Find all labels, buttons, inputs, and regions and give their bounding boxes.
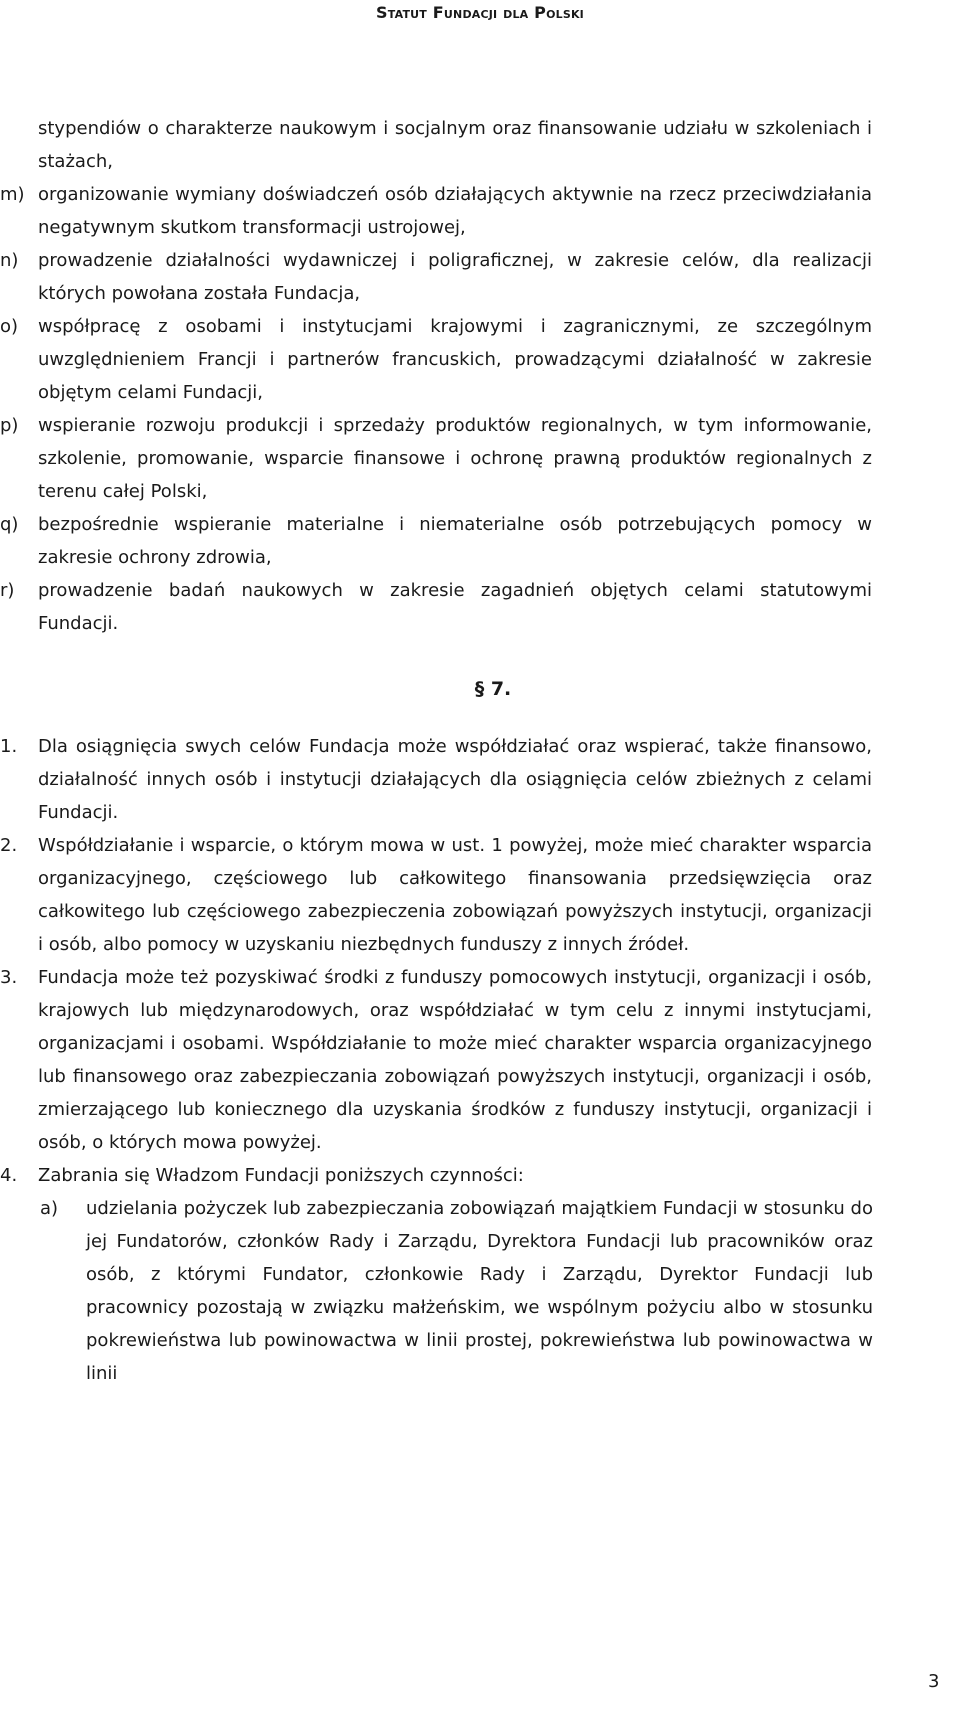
list-marker: a) <box>40 1198 59 1219</box>
list-item-text: udzielania pożyczek lub zabezpieczania zobowiązań majątkiem Fundacji w stosunku do jej Fundatorów, członków Rady i Zarządu, Dyrektora Fundacji lub pracowników oraz osób, z którymi Fundator, członkowie Rady i Zarządu, Dyrektor Fundacji lub pracownicy pozostają w związku małżeńskim, we wspólnym pożyciu albo w stosunku pokrewieństwa lub powinowactwa w linii prostej, pokrewieństwa lub powinowactwa w linii <box>86 1198 873 1384</box>
list-item-m <box>0 178 872 244</box>
section-symbol: § <box>474 678 485 700</box>
page-header-title: Statut Fundacji dla Polski <box>376 3 584 22</box>
list-marker: 3. <box>0 967 18 988</box>
list-item-text: organizowanie wymiany doświadczeń osób działających aktywnie na rzecz przeciwdziałania negatywnym skutkom transformacji ustrojowej, <box>38 184 872 238</box>
list-item-text: Dla osiągnięcia swych celów Fundacja może współdziałać oraz wspierać, także finansowo, działalność innych osób i instytucji działających dla osiągnięcia celów zbieżnych z celami Fundacji. <box>38 736 872 823</box>
list-marker: 4. <box>0 1165 18 1186</box>
list-item-text: wspieranie rozwoju produkcji i sprzedaży produktów regionalnych, w tym informowanie, szkolenie, promowanie, wsparcie finansowe i ochronę prawną produktów regionalnych z terenu całej Polski, <box>38 415 872 502</box>
numbered-item-3 <box>0 961 872 1159</box>
document-body <box>0 112 960 1390</box>
page-number: 3 <box>928 1671 940 1692</box>
section-heading <box>0 673 960 706</box>
list-marker: o) <box>0 316 19 337</box>
list-marker: m) <box>0 184 25 205</box>
list-item-o <box>0 310 872 409</box>
list-item-q <box>0 508 872 574</box>
list-marker: r) <box>0 580 15 601</box>
list-item-p <box>0 409 872 508</box>
list-item-text: prowadzenie badań naukowych w zakresie zagadnień objętych celami statutowymi Fundacji. <box>38 580 872 634</box>
numbered-item-2 <box>0 829 872 961</box>
list-marker: p) <box>0 415 19 436</box>
list-item-text: prowadzenie działalności wydawniczej i poligraficznej, w zakresie celów, dla realizacji których powołana została Fundacja, <box>38 250 872 304</box>
section-number: 7. <box>490 678 512 700</box>
list-marker: n) <box>0 250 19 271</box>
list-item-r <box>0 574 872 640</box>
list-marker: q) <box>0 514 19 535</box>
numbered-item-1 <box>0 730 872 829</box>
list-item-text: Współdziałanie i wsparcie, o którym mowa w ust. 1 powyżej, może mieć charakter wsparcia organizacyjnego, częściowego lub całkowitego finansowania przedsięwzięcia oraz całkowitego lub częściowego zabezpieczenia zobowiązań powyższych instytucji, organizacji i osób, albo pomocy w uzyskaniu niezbędnych funduszy z innych źródeł. <box>38 835 872 955</box>
list-item-text: Fundacja może też pozyskiwać środki z funduszy pomocowych instytucji, organizacji i osób, krajowych lub międzynarodowych, oraz współdziałać w tym celu z innymi instytucjami, organizacjami i osobami. Współdziałanie to może mieć charakter wsparcia organizacyjnego lub finansowego oraz zabezpieczania zobowiązań powyższych instytucji, organizacji i osób, zmierzającego lub koniecznego dla uzyskania środków z funduszy instytucji, organizacji i osób, o których mowa powyżej. <box>38 967 872 1153</box>
list-item-text: bezpośrednie wspieranie materialne i niematerialne osób potrzebujących pomocy w zakresie ochrony zdrowia, <box>38 514 872 568</box>
list-item-continuation: stypendiów o charakterze naukowym i socjalnym oraz finansowanie udziału w szkoleniach i stażach, <box>38 118 872 172</box>
list-item-text: współpracę z osobami i instytucjami krajowymi i zagranicznymi, ze szczególnym uwzględnieniem Francji i partnerów francuskich, prowadzącymi działalność w zakresie objętym celami Fundacji, <box>38 316 872 403</box>
list-marker: 1. <box>0 736 18 757</box>
list-item-n <box>0 244 872 310</box>
sub-item-a <box>40 1192 873 1390</box>
list-item-text: Zabrania się Władzom Fundacji poniższych czynności: <box>38 1165 524 1186</box>
list-marker: 2. <box>0 835 18 856</box>
numbered-item-4 <box>0 1159 872 1192</box>
